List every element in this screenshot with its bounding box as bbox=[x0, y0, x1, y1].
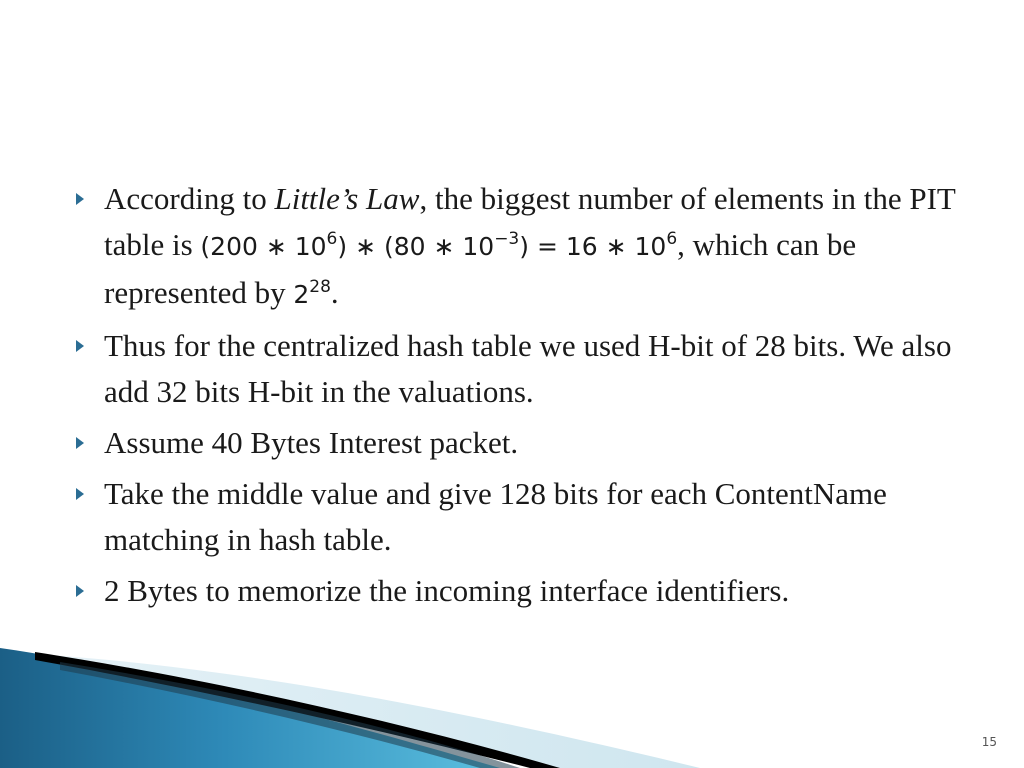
bullet-text: , the biggest number of elements in the PIT table is bbox=[104, 181, 956, 262]
formula-part: 2 bbox=[293, 280, 310, 309]
formula-part: ) ∗ (80 ∗ 10 bbox=[337, 232, 495, 261]
bullet-text: Take the middle value and give 128 bits for each ContentName matching in hash table. bbox=[104, 476, 887, 557]
formula-part: ) = 16 ∗ 10 bbox=[519, 232, 667, 261]
bullet-text: , which can be represented by bbox=[104, 227, 857, 310]
formula-exponent: 6 bbox=[666, 228, 678, 249]
bullet-text: Thus for the centralized hash table we used H-bit of 28 bits. We also add 32 bits H-bit in the valuations. bbox=[104, 328, 952, 409]
bullet-text: According to bbox=[104, 181, 275, 216]
bullet-text: . bbox=[330, 275, 339, 310]
formula-exponent: 28 bbox=[309, 276, 331, 297]
littles-law-term: Little’s Law bbox=[274, 181, 420, 216]
formula-part: (200 ∗ 10 bbox=[200, 232, 327, 261]
formula-exponent: −3 bbox=[494, 228, 520, 249]
bullet-text: 2 Bytes to memorize the incoming interface identifiers. bbox=[104, 573, 790, 608]
bullet-text: Assume 40 Bytes Interest packet. bbox=[104, 425, 519, 460]
formula-exponent: 6 bbox=[326, 228, 338, 249]
page-number: 15 bbox=[981, 735, 997, 749]
